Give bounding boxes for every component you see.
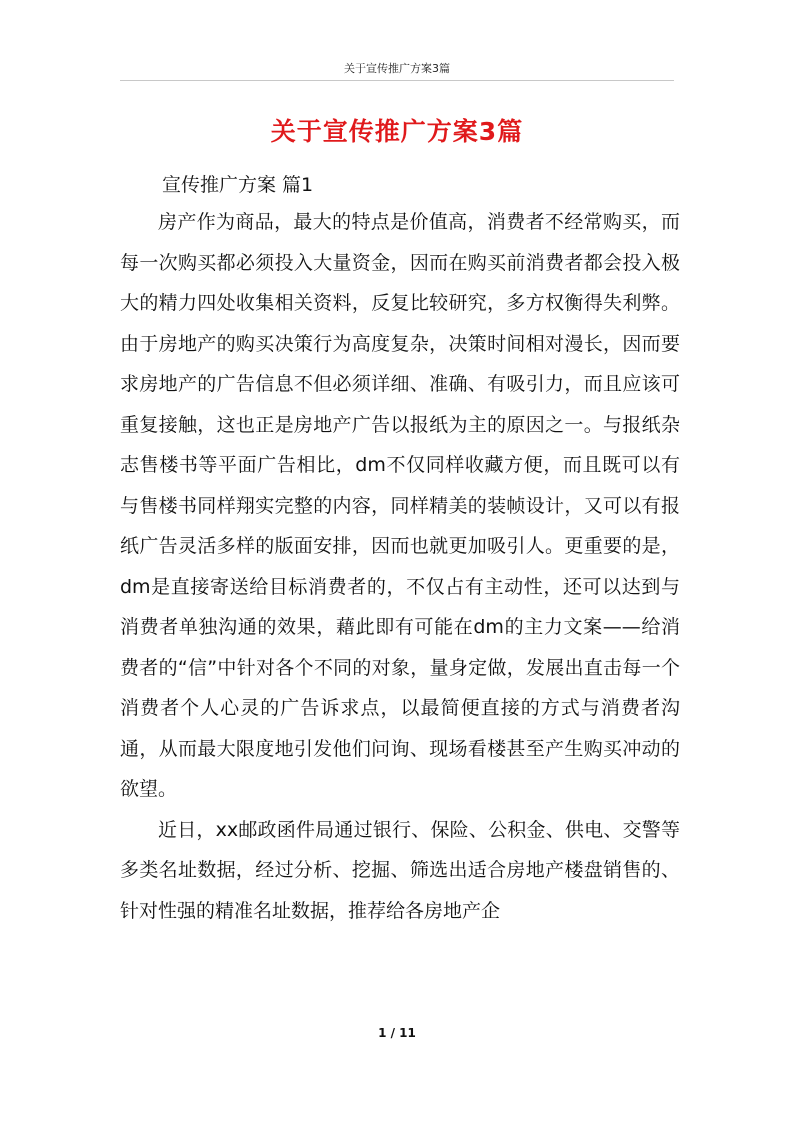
document-body <box>120 202 680 931</box>
running-header: 关于宣传推广方案3篇 <box>344 62 450 75</box>
document-title: 关于宣传推广方案3篇 <box>270 117 524 146</box>
section-heading: 宣传推广方案 篇1 <box>162 174 314 196</box>
paragraph: 房产作为商品，最大的特点是价值高，消费者不经常购买，而每一次购买都必须投入大量资金，因而在购买前消费者都会投入极大的精力四处收集相关资料，反复比较研究，多方权衡得失利弊。由于房地产的购买决策行为高度复杂，决策时间相对漫长，因而要求房地产的广告信息不但必须详细、准确、有吸引力，而且应该可重复接触，这也正是房地产广告以报纸为主的原因之一。与报纸杂志售楼书等平面广告相比，dm不仅同样收藏方便，而且既可以有与售楼书同样翔实完整的内容，同样精美的装帧设计，又可以有报纸广告灵活多样的版面安排，因而也就更加吸引人。更重要的是，dm是直接寄送给目标消费者的，不仅占有主动性，还可以达到与消费者单独沟通的效果，藉此即有可能在dm的主力文案——给消费者的“信”中针对各个不同的对象，量身定做，发展出直击每一个消费者个人心灵的广告诉求点，以最简便直接的方式与消费者沟通，从而最大限度地引发他们问询、现场看楼甚至产生购买冲动的欲望。 <box>120 211 680 800</box>
page-number: 1 / 11 <box>378 1026 416 1040</box>
paragraph: 近日，xx邮政函件局通过银行、保险、公积金、供电、交警等多类名址数据，经过分析、挖掘、筛选出适合房地产楼盘销售的、针对性强的精准名址数据，推荐给各房地产企 <box>120 818 680 922</box>
header-divider <box>120 80 674 81</box>
